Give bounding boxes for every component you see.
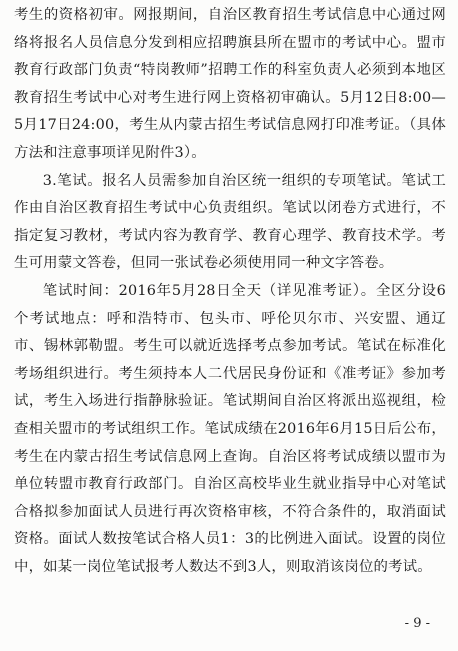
paragraph-qualification-review: 考生的资格初审。网报期间，自治区教育招生考试信息中心通过网络将报名人员信息分发到相应招聘旗县所在盟市的考试中心。盟市教育行政部门负责“特岗教师”招聘工作的科室负责人必须到本地区教育招生考试中心对考生进行网上资格初审确认。5月12日8:00—5月17日24:00，考生从内蒙古招生考试信息网打印准考证。（具体方法和注意事项详见附件3）。 [14,7,446,161]
document-body [14,2,446,581]
page-number: - 9 - [404,616,430,631]
paragraph-written-exam: 3.笔试。报名人员需参加自治区统一组织的专项笔试。笔试工作由自治区教育招生考试中心负责组织。笔试以闭卷方式进行，不指定复习教材，考试内容为教育学、教育心理学、教育技术学。考生可用蒙文答卷，但同一张试卷必须使用同一种文字答卷。 [14,172,446,272]
paragraph-exam-time: 笔试时间：2016年5月28日全天（详见准考证）。全区分设6个考试地点：呼和浩特市、包头市、呼伦贝尔市、兴安盟、通辽市、锡林郭勒盟。考生可以就近选择考点参加考试。笔试在标准化考场组织进行。考生须持本人二代居民身份证和《准考证》参加考试，考生入场进行指静脉验证。笔试期间自治区将派出巡视组，检查相关盟市的考试组织工作。笔试成绩在2016年6月15日后公布，考生在内蒙古招生考试信息网上查询。自治区将考试成绩以盟市为单位转盟市教育行政部门。自治区高校毕业生就业指导中心对笔试合格拟参加面试人员进行再次资格审核，不符合条件的，取消面试资格。面试人数按笔试合格人员1：3的比例进入面试。设置的岗位中，如某一岗位笔试报考人数达不到3人，则取消该岗位的考试。 [14,282,446,575]
